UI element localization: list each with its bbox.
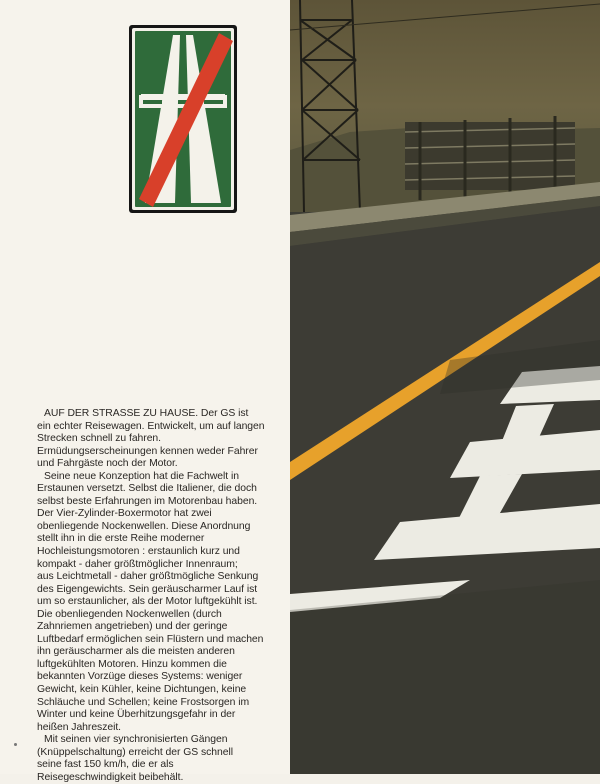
article-line: aus Leichtmetall - daher größtmögliche Senkung [37,571,259,583]
text-column [0,0,290,783]
article-line: um so erstaunlicher, als der Motor luftgekühlt ist. [37,596,258,608]
article-paragraph [37,408,287,784]
article-line: Winter und keine Überhitzungsgefahr in der [37,709,236,721]
article-line: Der Vier-Zylinder-Boxermotor hat zwei [37,508,212,520]
article-line: Reisegeschwindigkeit beibehält. [37,771,184,783]
article-line: des Eigengewichts. Sein geräuscharmer Lauf ist [37,583,258,595]
article-line: (Knüppelschaltung) erreicht der GS schnell [37,746,234,758]
article-line: ein echter Reisewagen. Entwickelt, um auf langen [37,420,265,432]
article-line: Gewicht, kein Kühler, keine Dichtungen, keine [37,684,247,696]
road-marking-photo [290,0,600,774]
article-line: luftgekühlten Motoren. Hinzu kommen die [37,658,227,670]
article-line: bekannten Vorzüge dieses Systems: weniger [37,671,243,683]
article-line: obenliegende Nockenwellen. Diese Anordnung [37,520,251,532]
article-line: selbst beste Erfahrungen im Motorenbau haben. [37,495,258,507]
page-mark [14,743,17,746]
article-line: Die obenliegenden Nockenwellen (durch [37,608,222,620]
article-line: AUF DER STRASSE ZU HAUSE. Der GS ist [44,408,249,419]
article-line: Ermüdungserscheinungen kennen weder Fahrer [37,445,258,457]
end-of-motorway-sign-icon [129,25,237,213]
article-line: Seine neue Konzeption hat die Fachwelt in [44,470,239,482]
article-line: Luftbedarf ermöglichen sein Flüstern und machen [37,633,264,645]
article-line: ihn geräuscharmer als die meisten anderen [37,646,235,658]
article-text [37,408,287,784]
article-line: Erstaunen versetzt. Selbst die Italiener, die doch [37,483,257,495]
article-line: Hochleistungsmotoren : erstaunlich kurz und [37,546,240,558]
article-line: Schläuche und Schellen; keine Frostsorgen im [37,696,250,708]
article-line: stellt ihn in die erste Reihe moderner [37,533,205,545]
article-line: kompakt - daher größtmöglicher Innenraum; [37,558,238,570]
article-line: Mit seinen vier synchronisierten Gängen [44,734,228,746]
article-line: Strecken schnell zu fahren. [37,433,161,445]
article-line: seine fast 150 km/h, die er als [37,759,174,771]
article-line: heißen Jahreszeit. [37,721,122,733]
article-line: und Fahrgäste noch der Motor. [37,458,178,470]
article-line: Zahnriemen angetrieben) und der geringe [37,621,228,633]
